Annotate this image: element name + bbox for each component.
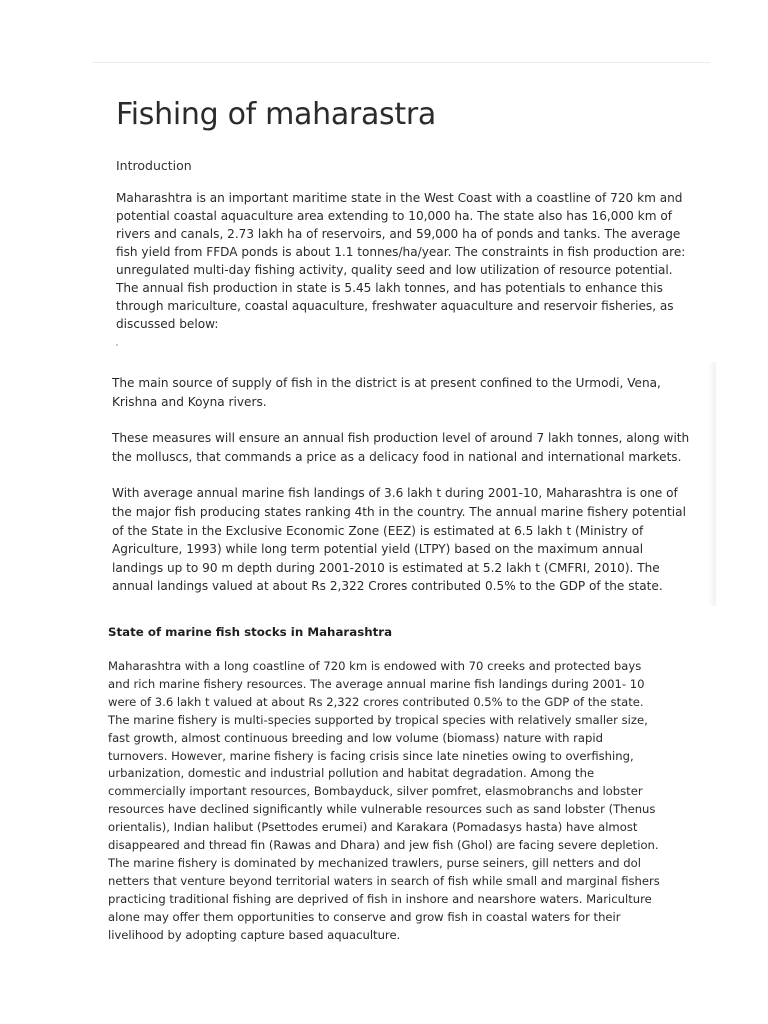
scroll-edge-shadow xyxy=(708,362,716,606)
intro-heading: Introduction xyxy=(116,158,192,173)
paragraph-production-measures: These measures will ensure an annual fish production level of around 7 lakh tonnes, along with the molluscs, that commands a price as a delicacy food in national and international markets. xyxy=(112,431,690,464)
stray-dot xyxy=(116,344,118,346)
paragraph-supply-sources: The main source of supply of fish in the district is at present confined to the Urmodi, Vena, Krishna and Koyna rivers. xyxy=(112,376,661,409)
section-heading: State of marine fish stocks in Maharashtra xyxy=(108,625,393,639)
paragraph-marine-landings: With average annual marine fish landings of 3.6 lakh t during 2001-10, Maharashtra is one of the major fish producing states ranking 4th in the country. The annual marine fishery potential of the State in the Exclusive Economic Zone (EEZ) is estimated at 6.5 lakh t (Ministry of Agriculture, 1993) while long term potential yield (LTPY) based on the maximum annual landings up to 90 m depth during 2001-2010 is estimated at 5.2 lakh t (CMFRI, 2010). The annual landings valued at about Rs 2,322 Crores contributed 0.5% to the GDP of the state. xyxy=(112,486,686,594)
section-paragraph: Maharashtra with a long coastline of 720 km is endowed with 70 creeks and protected bays and rich marine fishery resources. The average annual marine fish landings during 2001- 10 were of 3.6 lakh t valued at about Rs 2,322 crores contributed 0.5% to the GDP of the state. The marine fishery is multi-species supported by tropical species with relatively smaller size, fast growth, almost continuous breeding and low volume (biomass) nature with rapid turnovers. However, marine fishery is facing crisis since late nineties owing to overfishing, urbanization, domestic and industrial pollution and habitat degradation. Among the commercially important resources, Bombayduck, silver pomfret, elasmobranchs and lobster resources have declined significantly while vulnerable resources such as sand lobster (Thenus orientalis), Indian halibut (Psettodes erumei) and Karakara (Pomadasys hasta) have almost disappeared and thread fin (Rawas and Dhara) and jew fish (Ghol) are facing severe depletion. The marine fishery is dominated by mechanized trawlers, purse seiners, gill netters and dol netters that venture beyond territorial waters in search of fish while small and marginal fishers practicing traditional fishing are deprived of fish in inshore and nearshore waters. Mariculture alone may offer them opportunities to conserve and grow fish in coastal waters for their livelihood by adopting capture based aquaculture. xyxy=(108,659,660,942)
page-title: Fishing of maharastra xyxy=(116,97,436,132)
body-block xyxy=(112,374,697,614)
intro-paragraph: Maharashtra is an important maritime state in the West Coast with a coastline of 720 km and potential coastal aquaculture area extending to 10,000 ha. The state also has 16,000 km of rivers and canals, 2.73 lakh ha of reservoirs, and 59,000 ha of ponds and tanks. The average fish yield from FFDA ponds is about 1.1 tonnes/ha/year. The constraints in fish production are: unregulated multi-day fishing activity, quality seed and low utilization of resource potential. The annual fish production in state is 5.45 lakh tonnes, and has potentials to enhance this through mariculture, coastal aquaculture, freshwater aquaculture and reservoir fisheries, as discussed below: xyxy=(116,191,686,331)
top-divider xyxy=(92,62,710,63)
marine-stocks-section xyxy=(108,622,663,945)
intro-block xyxy=(116,95,696,333)
